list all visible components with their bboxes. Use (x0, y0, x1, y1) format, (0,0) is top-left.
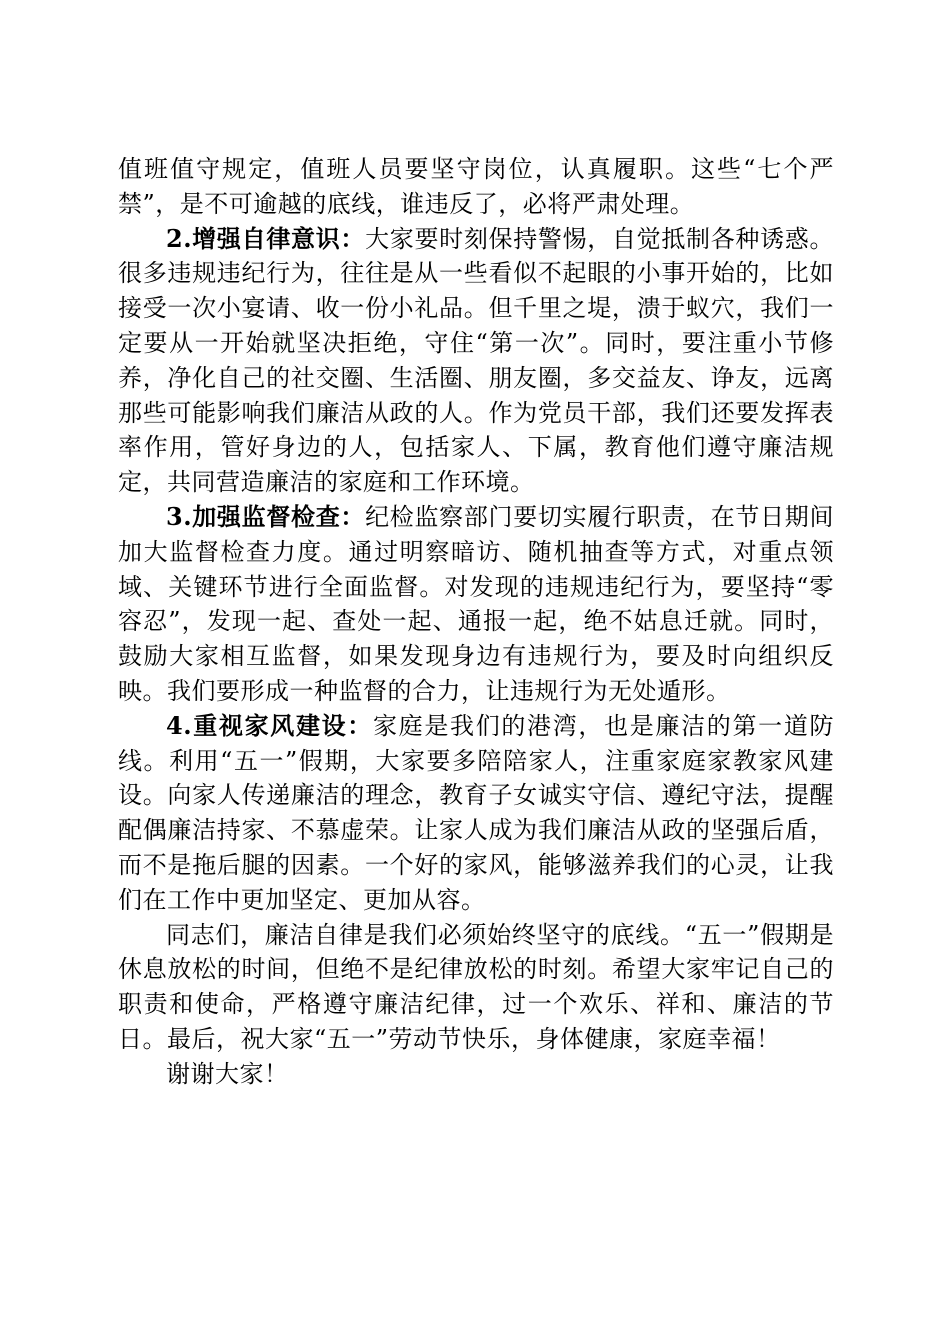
paragraph-duty-rules-continuation (118, 152, 834, 222)
paragraph-heading: 2.增强自律意识： (166, 223, 366, 253)
document-body (118, 152, 834, 1092)
paragraph-supervision (118, 500, 834, 709)
paragraph-text: 纪检监察部门要切实履行职责，在节日期间加大监督检查力度。通过明察暗访、随机抽查等方式，对重点领域、关键环节进行全面监督。对发现的违规违纪行为，要坚持“零容忍”，发现一起、查处一起、通报一起，绝不姑息迁就。同时，鼓励大家相互监督，如果发现身边有违规行为，要及时向组织反映。我们要形成一种监督的合力，让违规行为无处遁形。 (118, 502, 834, 705)
paragraph-text: 值班值守规定，值班人员要坚守岗位，认真履职。这些“七个严禁”，是不可逾越的底线，谁违反了，必将严肃处理。 (118, 155, 834, 218)
paragraph-text: 谢谢大家！ (166, 1059, 289, 1088)
paragraph-text: 同志们，廉洁自律是我们必须始终坚守的底线。“五一”假期是休息放松的时间，但绝不是纪律放松的时刻。希望大家牢记自己的职责和使命，严格遵守廉洁纪律，过一个欢乐、祥和、廉洁的节日。最后，祝大家“五一”劳动节快乐，身体健康，家庭幸福！ (118, 920, 834, 1053)
paragraph-family-culture (118, 709, 834, 918)
paragraph-self-discipline (118, 222, 834, 500)
paragraph-thanks (118, 1057, 834, 1092)
paragraph-text: 家庭是我们的港湾，也是廉洁的第一道防线。利用“五一”假期，大家要多陪陪家人，注重家庭家教家风建设。向家人传递廉洁的理念，教育子女诚实守信、遵纪守法，提醒配偶廉洁持家、不慕虚荣。让家人成为我们廉洁从政的坚强后盾，而不是拖后腿的因素。一个好的家风，能够滋养我们的心灵，让我们在工作中更加坚定、更加从容。 (118, 711, 835, 914)
paragraph-heading: 4.重视家风建设： (166, 710, 373, 740)
paragraph-closing-remarks (118, 918, 834, 1057)
paragraph-heading: 3.加强监督检查： (166, 501, 366, 531)
paragraph-text: 大家要时刻保持警惕，自觉抵制各种诱惑。很多违规违纪行为，往往是从一些看似不起眼的小事开始的，比如接受一次小宴请、收一份小礼品。但千里之堤，溃于蚁穴，我们一定要从一开始就坚决拒绝，守住“第一次”。同时，要注重小节修养，净化自己的社交圈、生活圈、朋友圈，多交益友、诤友，远离那些可能影响我们廉洁从政的人。作为党员干部，我们还要发挥表率作用，管好身边的人，包括家人、下属，教育他们遵守廉洁规定，共同营造廉洁的家庭和工作环境。 (118, 224, 834, 497)
